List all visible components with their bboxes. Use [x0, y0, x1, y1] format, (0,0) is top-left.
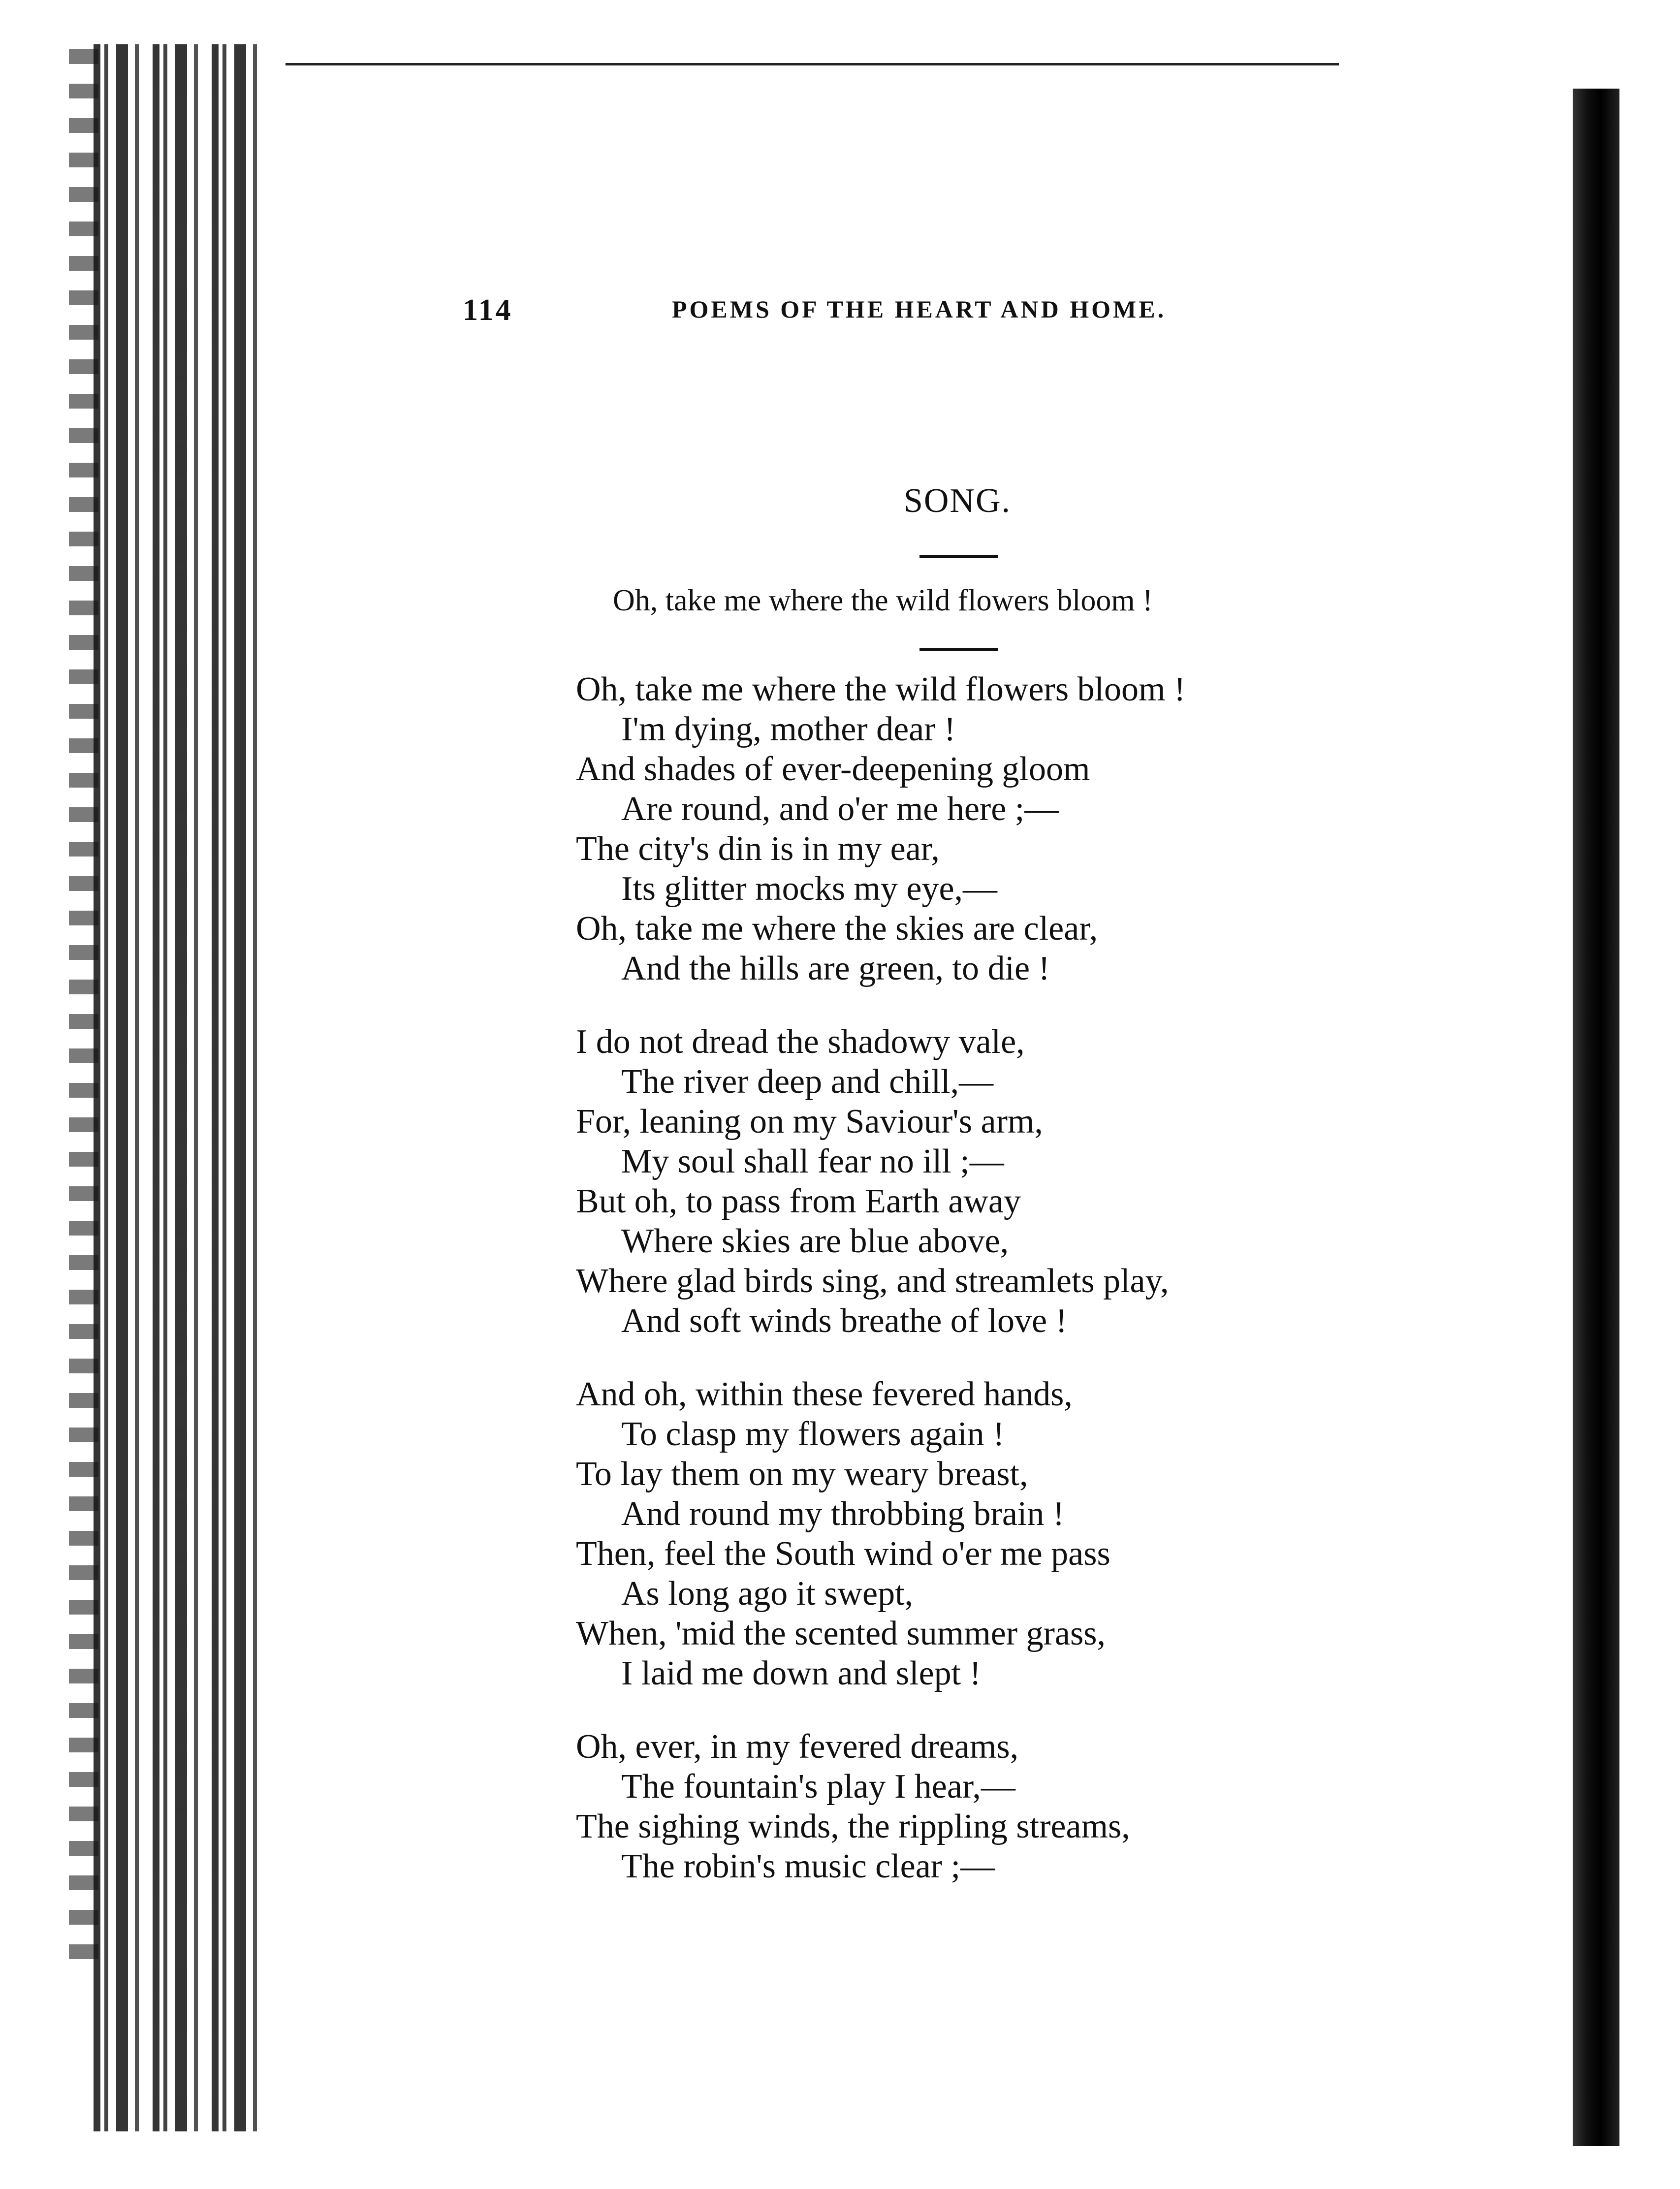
running-head — [0, 293, 1680, 332]
epigraph-rule — [919, 648, 998, 651]
poem-line: The river deep and chill,— — [621, 1063, 994, 1101]
scan-binding-right — [1573, 89, 1619, 2146]
poem-line: Oh, take me where the wild flowers bloom ! — [576, 670, 1186, 708]
title-rule — [919, 555, 998, 558]
poem-line: And soft winds breathe of love ! — [621, 1302, 1067, 1340]
poem-line: Oh, take me where the skies are clear, — [576, 910, 1098, 948]
poem-line: My soul shall fear no ill ;— — [621, 1142, 1004, 1180]
poem-line: To clasp my flowers again ! — [621, 1415, 1005, 1453]
poem-line: I do not dread the shadowy vale, — [576, 1023, 1025, 1061]
poem-line: Oh, ever, in my fevered dreams, — [576, 1728, 1019, 1766]
poem-line: I laid me down and slept ! — [621, 1654, 981, 1692]
poem-line: But oh, to pass from Earth away — [576, 1182, 1021, 1220]
page-number: 114 — [463, 293, 513, 327]
poem-body — [576, 669, 1363, 1920]
scan-binding-left — [94, 44, 261, 2131]
poem-line: As long ago it swept, — [621, 1575, 914, 1613]
poem-line: The robin's music clear ;— — [621, 1847, 995, 1885]
stanza — [576, 1022, 1363, 1341]
poem-line: I'm dying, mother dear ! — [621, 710, 956, 748]
epigraph: Oh, take me where the wild flowers bloom ! — [613, 584, 1153, 617]
poem-line: For, leaning on my Saviour's arm, — [576, 1103, 1043, 1141]
stanza — [576, 1374, 1363, 1693]
poem-line: The city's din is in my ear, — [576, 830, 940, 868]
poem-line: To lay them on my weary breast, — [576, 1455, 1028, 1493]
poem-line: Are round, and o'er me here ;— — [621, 790, 1059, 828]
poem-title: SONG. — [903, 482, 1012, 520]
stanza — [576, 669, 1363, 988]
poem-line: The sighing winds, the rippling streams, — [576, 1808, 1130, 1845]
stanza — [576, 1727, 1363, 1886]
poem-line: And shades of ever-deepening gloom — [576, 750, 1090, 788]
poem-line: And the hills are green, to die ! — [621, 950, 1050, 987]
poem-line: And oh, within these fevered hands, — [576, 1375, 1073, 1413]
poem-line: When, 'mid the scented summer grass, — [576, 1615, 1106, 1652]
top-rule — [285, 63, 1339, 65]
running-title: POEMS OF THE HEART AND HOME. — [672, 295, 1167, 323]
poem-line: Where skies are blue above, — [621, 1222, 1009, 1260]
poem-line: Its glitter mocks my eye,— — [621, 870, 998, 908]
poem-line: Where glad birds sing, and streamlets play, — [576, 1262, 1169, 1300]
poem-line: The fountain's play I hear,— — [621, 1768, 1015, 1806]
poem-line: Then, feel the South wind o'er me pass — [576, 1535, 1110, 1573]
poem-line: And round my throbbing brain ! — [621, 1495, 1065, 1533]
